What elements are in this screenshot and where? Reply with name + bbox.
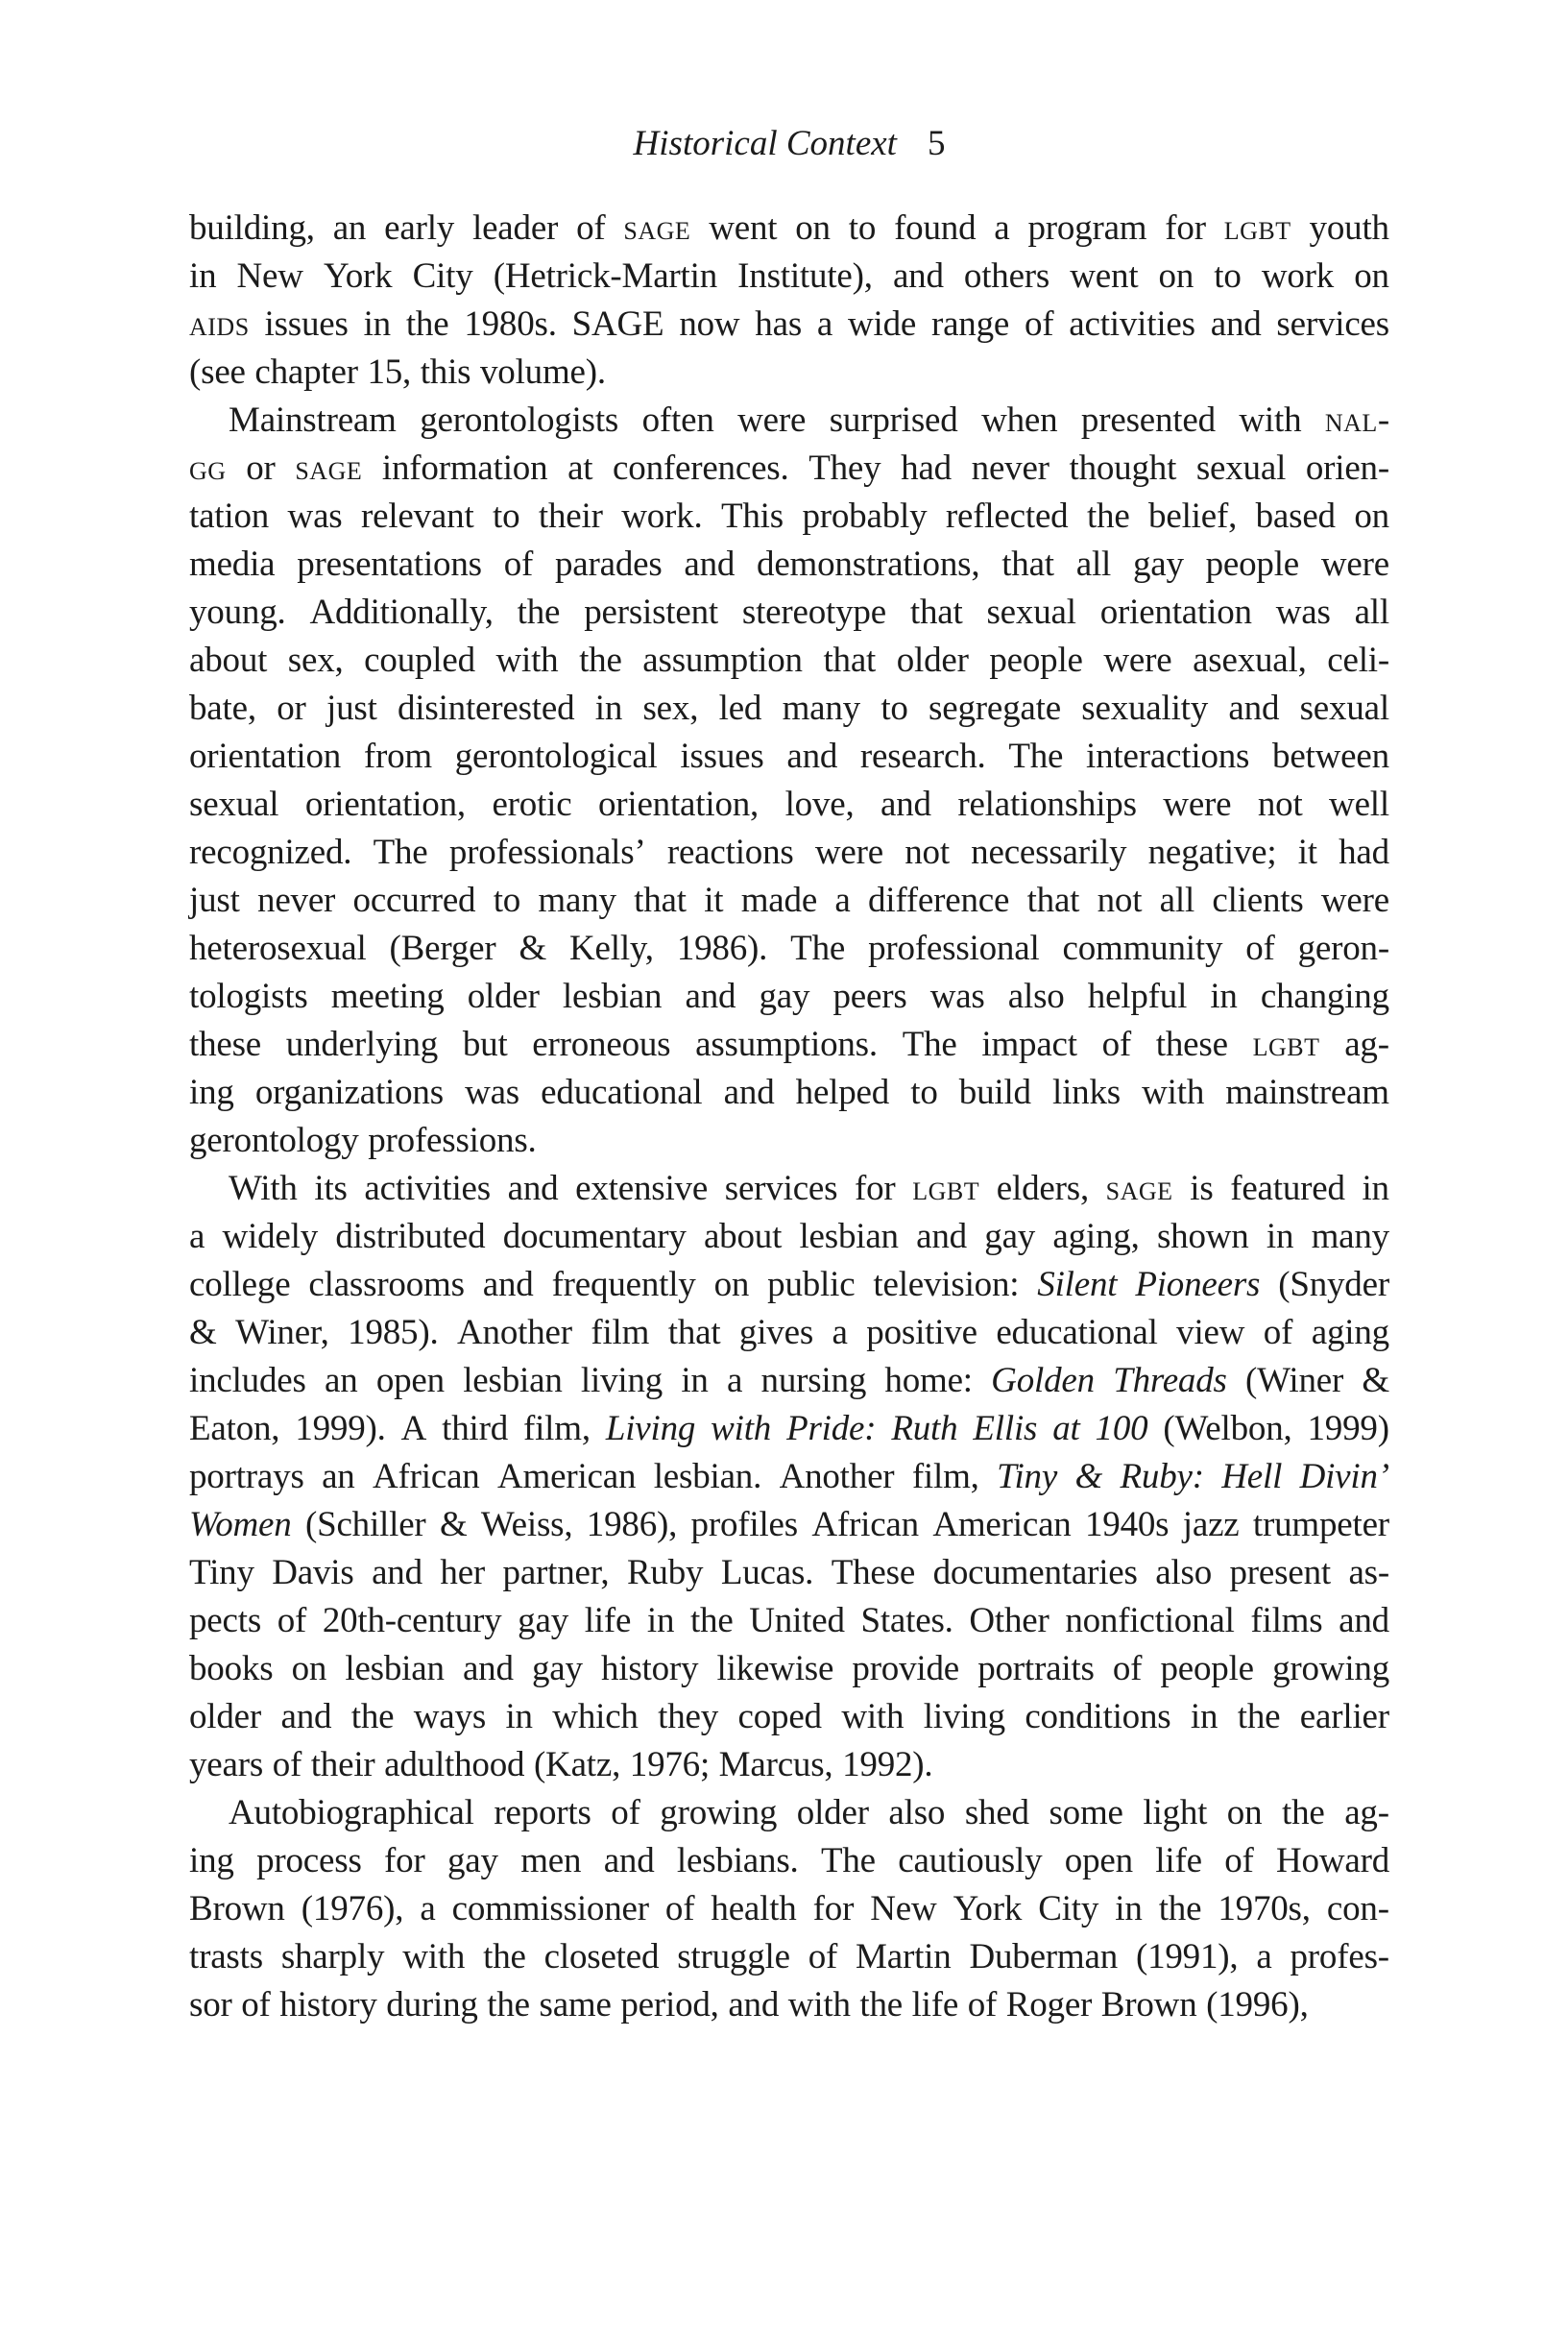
- text-line: pects of 20th-century gay life in the United States. Other nonfictional films and: [189, 1601, 1389, 1640]
- text-line: & Winer, 1985). Another film that gives a positive educational view of aging: [189, 1313, 1389, 1352]
- text-line: With its activities and extensive services for lgbt elders, sage is featured in: [229, 1169, 1389, 1208]
- text-line: gg or sage information at conferences. They had never thought sexual orien-: [189, 449, 1389, 488]
- text-line: Brown (1976), a commissioner of health for New York City in the 1970s, con-: [189, 1889, 1389, 1928]
- text-line: Mainstream gerontologists often were surprised when presented with nal-: [229, 400, 1389, 440]
- text-line: portrays an African American lesbian. Another film, Tiny & Ruby: Hell Divin’: [189, 1457, 1389, 1496]
- text-line: ing organizations was educational and helped to build links with mainstream: [189, 1073, 1389, 1112]
- text-line: just never occurred to many that it made a difference that not all clients were: [189, 881, 1389, 920]
- body-text: [189, 205, 1389, 2029]
- page-number: 5: [927, 124, 946, 163]
- paragraph: [189, 397, 1389, 1165]
- text-line: tologists meeting older lesbian and gay peers was also helpful in changing: [189, 977, 1389, 1016]
- text-line: Autobiographical reports of growing older also shed some light on the ag-: [229, 1793, 1389, 1832]
- paragraph: [189, 1789, 1389, 2029]
- paragraph: [189, 1165, 1389, 1789]
- text-line: includes an open lesbian living in a nursing home: Golden Threads (Winer &: [189, 1361, 1389, 1400]
- text-line: trasts sharply with the closeted struggle of Martin Duberman (1991), a profes-: [189, 1937, 1389, 1976]
- text-line: older and the ways in which they coped with living conditions in the earlier: [189, 1697, 1389, 1736]
- text-line: about sex, coupled with the assumption that older people were asexual, celi-: [189, 641, 1389, 680]
- text-line: orientation from gerontological issues and research. The interactions between: [189, 737, 1389, 776]
- text-line: (see chapter 15, this volume).: [189, 352, 606, 392]
- text-line: books on lesbian and gay history likewise provide portraits of people growing: [189, 1649, 1389, 1688]
- running-head: Historical Context: [633, 124, 897, 163]
- text-line: college classrooms and frequently on public television: Silent Pioneers (Snyder: [189, 1265, 1389, 1304]
- text-line: sor of history during the same period, and with the life of Roger Brown (1996),: [189, 1985, 1309, 2025]
- text-line: Eaton, 1999). A third film, Living with Pride: Ruth Ellis at 100 (Welbon, 1999): [189, 1409, 1389, 1448]
- text-line: heterosexual (Berger & Kelly, 1986). The professional community of geron-: [189, 929, 1389, 968]
- text-line: sexual orientation, erotic orientation, love, and relationships were not well: [189, 785, 1389, 824]
- text-line: aids issues in the 1980s. SAGE now has a wide range of activities and services: [189, 304, 1389, 344]
- text-line: in New York City (Hetrick-Martin Institute), and others went on to work on: [189, 256, 1389, 296]
- text-line: ing process for gay men and lesbians. The cautiously open life of Howard: [189, 1841, 1389, 1880]
- text-line: Women (Schiller & Weiss, 1986), profiles African American 1940s jazz trumpeter: [189, 1505, 1389, 1544]
- text-line: Tiny Davis and her partner, Ruby Lucas. These documentaries also present as-: [189, 1553, 1389, 1592]
- text-line: tation was relevant to their work. This probably reflected the belief, based on: [189, 497, 1389, 536]
- page-header: [189, 123, 1389, 165]
- text-line: bate, or just disinterested in sex, led many to segregate sexuality and sexual: [189, 689, 1389, 728]
- text-line: years of their adulthood (Katz, 1976; Marcus, 1992).: [189, 1745, 933, 1784]
- text-line: gerontology professions.: [189, 1121, 537, 1160]
- paragraph: [189, 205, 1389, 397]
- text-line: a widely distributed documentary about lesbian and gay aging, shown in many: [189, 1217, 1389, 1256]
- text-line: media presentations of parades and demonstrations, that all gay people were: [189, 545, 1389, 584]
- text-line: recognized. The professionals’ reactions were not necessarily negative; it had: [189, 833, 1389, 872]
- text-line: building, an early leader of sage went on to found a program for lgbt youth: [189, 208, 1389, 248]
- text-line: young. Additionally, the persistent stereotype that sexual orientation was all: [189, 593, 1389, 632]
- text-line: these underlying but erroneous assumptions. The impact of these lgbt ag-: [189, 1025, 1389, 1064]
